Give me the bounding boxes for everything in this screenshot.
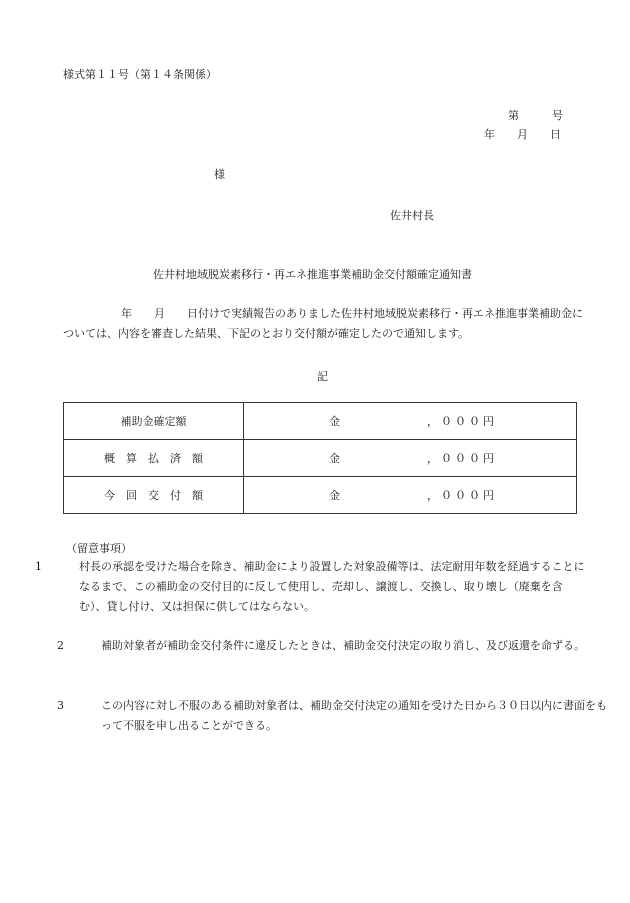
recipient: 様 (214, 168, 225, 181)
sender: 佐井村長 (390, 209, 434, 222)
notes-heading: （留意事項） (66, 542, 132, 555)
note-text: この内容に対し不服のある補助対象者は、補助金交付決定の通知を受けた日から３０日以内に書面をもって不服を申し出ることができる。 (101, 699, 607, 732)
ki-heading: 記 (317, 370, 328, 383)
amount-prefix: 金 (329, 415, 340, 428)
note-item (57, 696, 609, 736)
document-date: 年 月 日 (484, 128, 561, 141)
table-row (64, 440, 577, 477)
amount-prefix: 金 (329, 489, 340, 502)
note-item (35, 557, 587, 617)
note-text: 補助対象者が補助金交付条件に違反したときは、補助金交付決定の取り消し、及び返還を命ずる。 (101, 639, 585, 652)
amount-value: ，０００円 (427, 415, 497, 428)
amount-table (63, 402, 577, 514)
amount-prefix: 金 (329, 452, 340, 465)
amount-value-cell (244, 477, 577, 514)
amount-label: 補助金確定額 (64, 403, 244, 440)
amount-label: 概 算 払 済 額 (64, 440, 244, 477)
note-number: 1 (35, 560, 42, 573)
form-number: 様式第１１号（第１４条関係） (63, 68, 217, 81)
note-number: 3 (57, 699, 64, 712)
amount-value: ，０００円 (427, 489, 497, 502)
amount-value-cell (244, 403, 577, 440)
amount-value-cell (244, 440, 577, 477)
table-row (64, 477, 577, 514)
amount-value: ，０００円 (427, 452, 497, 465)
table-row (64, 403, 577, 440)
note-text: 村長の承認を受けた場合を除き、補助金により設置した対象設備等は、法定耐用年数を経過することになるまで、この補助金の交付目的に反して使用し、売却し、譲渡し、交換し、取り壊し（廃棄を含む）、貸し付け、又は担保に供してはならない。 (79, 560, 585, 613)
body-paragraph: 年 月 日付けで実績報告のありました佐井村地域脱炭素移行・再エネ推進事業補助金については、内容を審査した結果、下記のとおり交付額が確定したので通知します。 (63, 307, 583, 340)
document-title: 佐井村地域脱炭素移行・再エネ推進事業補助金交付額確定通知書 (153, 268, 472, 281)
note-number: 2 (57, 639, 64, 652)
document-number: 第 号 (508, 109, 563, 122)
note-item (57, 636, 609, 656)
amount-label: 今 回 交 付 額 (64, 477, 244, 514)
